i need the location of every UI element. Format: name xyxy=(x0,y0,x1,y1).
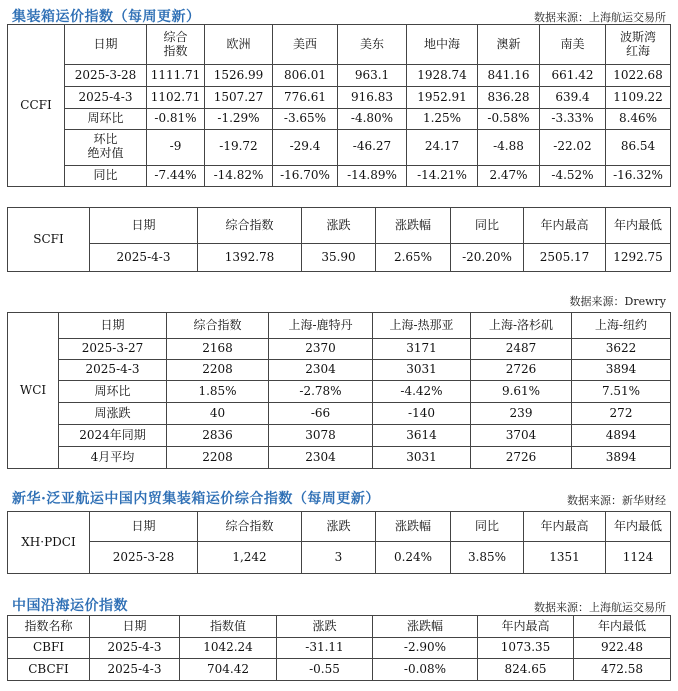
scfi-header-cell: 涨跌幅 xyxy=(376,208,451,244)
xh-header-cell: 综合指数 xyxy=(198,512,302,542)
wci-cell: -2.78% xyxy=(269,381,373,403)
coastal-header-cell: 日期 xyxy=(90,616,180,638)
wci-cell: 2208 xyxy=(167,447,269,469)
table-row xyxy=(8,65,671,87)
ccfi-cell: 1109.22 xyxy=(606,87,671,109)
ccfi-cell: 1102.71 xyxy=(147,87,205,109)
wci-cell: 2168 xyxy=(167,339,269,360)
wci-header-cell: 综合指数 xyxy=(167,313,269,339)
ccfi-cell: 周环比 xyxy=(65,109,147,129)
coastal-cell: -0.55 xyxy=(277,659,373,681)
ccfi-cell: 1952.91 xyxy=(407,87,478,109)
scfi-cell: 2505.17 xyxy=(524,244,606,272)
wci-header-cell: 日期 xyxy=(59,313,167,339)
scfi-cell: 2025-4-3 xyxy=(90,244,198,272)
ccfi-cell: -1.29% xyxy=(205,109,273,129)
ccfi-cell: -0.58% xyxy=(478,109,540,129)
table-row xyxy=(8,360,671,381)
ccfi-cell: 环比 绝对值 xyxy=(65,129,147,165)
wci-cell: 2487 xyxy=(471,339,572,360)
coastal-table xyxy=(7,615,671,681)
wci-cell: 3622 xyxy=(572,339,671,360)
scfi-header-cell: 年内最低 xyxy=(606,208,671,244)
coastal-header-cell: 指数值 xyxy=(180,616,277,638)
ccfi-cell: 24.17 xyxy=(407,129,478,165)
xh-source: 数据来源：新华财经 xyxy=(567,494,666,507)
coastal-source: 数据来源：上海航运交易所 xyxy=(534,601,666,614)
coastal-cell: CBFI xyxy=(8,638,90,659)
wci-cell: 2025-3-27 xyxy=(59,339,167,360)
coastal-header-cell: 指数名称 xyxy=(8,616,90,638)
ccfi-header-cell: 综合 指数 xyxy=(147,25,205,65)
table-row xyxy=(8,425,671,447)
ccfi-cell: -7.44% xyxy=(147,165,205,186)
wci-cell: 2370 xyxy=(269,339,373,360)
ccfi-cell: 2025-3-28 xyxy=(65,65,147,87)
ccfi-source: 数据来源：上海航运交易所 xyxy=(534,11,666,24)
scfi-cell: 1292.75 xyxy=(606,244,671,272)
scfi-table xyxy=(7,207,671,272)
table-row xyxy=(8,403,671,425)
ccfi-cell: -4.88 xyxy=(478,129,540,165)
coastal-cell: CBCFI xyxy=(8,659,90,681)
wci-label: WCI xyxy=(8,313,59,469)
wci-cell: 4月平均 xyxy=(59,447,167,469)
ccfi-cell: -9 xyxy=(147,129,205,165)
wci-cell: 2208 xyxy=(167,360,269,381)
ccfi-cell: 86.54 xyxy=(606,129,671,165)
scfi-cell: 1392.78 xyxy=(198,244,302,272)
wci-cell: 2024年同期 xyxy=(59,425,167,447)
ccfi-table xyxy=(7,24,671,187)
ccfi-cell: 1928.74 xyxy=(407,65,478,87)
table-row xyxy=(8,165,671,186)
coastal-cell: 2025-4-3 xyxy=(90,659,180,681)
wci-cell: -66 xyxy=(269,403,373,425)
coastal-cell: 1073.35 xyxy=(478,638,574,659)
coastal-cell: -0.08% xyxy=(373,659,478,681)
wci-cell: 3031 xyxy=(373,360,471,381)
table-row xyxy=(8,447,671,469)
ccfi-cell: -4.80% xyxy=(338,109,407,129)
ccfi-cell: 8.46% xyxy=(606,109,671,129)
xh-label: XH·PDCI xyxy=(8,512,90,574)
wci-cell: 周环比 xyxy=(59,381,167,403)
xh-cell: 0.24% xyxy=(376,542,451,574)
table-row xyxy=(8,638,671,659)
wci-table xyxy=(7,312,671,469)
wci-cell: 2726 xyxy=(471,360,572,381)
coastal-cell: 472.58 xyxy=(574,659,671,681)
wci-cell: 2304 xyxy=(269,447,373,469)
ccfi-cell: -4.52% xyxy=(540,165,606,186)
ccfi-header-cell: 美东 xyxy=(338,25,407,65)
xh-cell: 2025-3-28 xyxy=(90,542,198,574)
ccfi-cell: 916.83 xyxy=(338,87,407,109)
wci-cell: 3078 xyxy=(269,425,373,447)
wci-cell: 9.61% xyxy=(471,381,572,403)
coastal-cell: -31.11 xyxy=(277,638,373,659)
wci-header-cell: 上海-洛杉矶 xyxy=(471,313,572,339)
ccfi-cell: -16.32% xyxy=(606,165,671,186)
xh-title: 新华·泛亚航运中国内贸集装箱运价综合指数（每周更新） xyxy=(12,491,380,507)
xh-header-cell: 年内最高 xyxy=(524,512,606,542)
scfi-label: SCFI xyxy=(8,208,90,272)
coastal-cell: 824.65 xyxy=(478,659,574,681)
ccfi-cell: 776.61 xyxy=(273,87,338,109)
wci-cell: 4894 xyxy=(572,425,671,447)
ccfi-cell: 1022.68 xyxy=(606,65,671,87)
scfi-header-cell: 年内最高 xyxy=(524,208,606,244)
xh-header-cell: 涨跌 xyxy=(302,512,376,542)
xh-header-cell: 年内最低 xyxy=(606,512,671,542)
ccfi-cell: 963.1 xyxy=(338,65,407,87)
ccfi-cell: -19.72 xyxy=(205,129,273,165)
ccfi-cell: 661.42 xyxy=(540,65,606,87)
xh-cell: 1124 xyxy=(606,542,671,574)
ccfi-cell: 1526.99 xyxy=(205,65,273,87)
ccfi-cell: -3.33% xyxy=(540,109,606,129)
wci-header-cell: 上海-纽约 xyxy=(572,313,671,339)
wci-cell: -4.42% xyxy=(373,381,471,403)
ccfi-cell: 639.4 xyxy=(540,87,606,109)
wci-cell: 3894 xyxy=(572,447,671,469)
coastal-header-cell: 涨跌 xyxy=(277,616,373,638)
wci-cell: 2726 xyxy=(471,447,572,469)
scfi-header-cell: 日期 xyxy=(90,208,198,244)
wci-source: 数据来源：Drewry xyxy=(569,295,666,308)
scfi-cell: -20.20% xyxy=(451,244,524,272)
coastal-cell: 704.42 xyxy=(180,659,277,681)
ccfi-cell: -0.81% xyxy=(147,109,205,129)
scfi-header-cell: 涨跌 xyxy=(302,208,376,244)
coastal-title: 中国沿海运价指数 xyxy=(12,598,128,614)
ccfi-label: CCFI xyxy=(8,25,65,187)
xh-header-cell: 涨跌幅 xyxy=(376,512,451,542)
ccfi-cell: -46.27 xyxy=(338,129,407,165)
wci-cell: 周涨跌 xyxy=(59,403,167,425)
coastal-header-cell: 涨跌幅 xyxy=(373,616,478,638)
coastal-cell: 1042.24 xyxy=(180,638,277,659)
wci-header-cell: 上海-鹿特丹 xyxy=(269,313,373,339)
coastal-cell: 922.48 xyxy=(574,638,671,659)
ccfi-cell: 1111.71 xyxy=(147,65,205,87)
ccfi-cell: -14.82% xyxy=(205,165,273,186)
wci-cell: 2025-4-3 xyxy=(59,360,167,381)
wci-cell: 40 xyxy=(167,403,269,425)
ccfi-title: 集装箱运价指数（每周更新） xyxy=(12,9,201,25)
wci-header-cell: 上海-热那亚 xyxy=(373,313,471,339)
xh-cell: 1,242 xyxy=(198,542,302,574)
xh-header-cell: 日期 xyxy=(90,512,198,542)
coastal-cell: 2025-4-3 xyxy=(90,638,180,659)
table-row xyxy=(8,542,671,574)
scfi-cell: 2.65% xyxy=(376,244,451,272)
wci-cell: 3614 xyxy=(373,425,471,447)
table-row xyxy=(8,129,671,165)
table-row xyxy=(8,87,671,109)
wci-cell: -140 xyxy=(373,403,471,425)
xh-header-cell: 同比 xyxy=(451,512,524,542)
ccfi-cell: 1.25% xyxy=(407,109,478,129)
ccfi-cell: 836.28 xyxy=(478,87,540,109)
ccfi-cell: -16.70% xyxy=(273,165,338,186)
scfi-cell: 35.90 xyxy=(302,244,376,272)
wci-cell: 3894 xyxy=(572,360,671,381)
ccfi-cell: 同比 xyxy=(65,165,147,186)
table-row xyxy=(8,109,671,129)
ccfi-cell: -14.21% xyxy=(407,165,478,186)
ccfi-header-cell: 欧洲 xyxy=(205,25,273,65)
table-row xyxy=(8,339,671,360)
xh-cell: 3 xyxy=(302,542,376,574)
scfi-header-cell: 综合指数 xyxy=(198,208,302,244)
table-row xyxy=(8,659,671,681)
coastal-header-cell: 年内最高 xyxy=(478,616,574,638)
ccfi-header-cell: 澳新 xyxy=(478,25,540,65)
scfi-header-cell: 同比 xyxy=(451,208,524,244)
wci-cell: 239 xyxy=(471,403,572,425)
ccfi-cell: 841.16 xyxy=(478,65,540,87)
ccfi-header-cell: 波斯湾 红海 xyxy=(606,25,671,65)
wci-cell: 1.85% xyxy=(167,381,269,403)
ccfi-cell: 806.01 xyxy=(273,65,338,87)
wci-cell: 3704 xyxy=(471,425,572,447)
ccfi-header-cell: 日期 xyxy=(65,25,147,65)
ccfi-cell: 2.47% xyxy=(478,165,540,186)
wci-cell: 2836 xyxy=(167,425,269,447)
ccfi-cell: 2025-4-3 xyxy=(65,87,147,109)
wci-cell: 272 xyxy=(572,403,671,425)
ccfi-cell: -14.89% xyxy=(338,165,407,186)
coastal-cell: -2.90% xyxy=(373,638,478,659)
ccfi-cell: 1507.27 xyxy=(205,87,273,109)
ccfi-cell: -3.65% xyxy=(273,109,338,129)
wci-cell: 2304 xyxy=(269,360,373,381)
ccfi-cell: -22.02 xyxy=(540,129,606,165)
wci-cell: 3171 xyxy=(373,339,471,360)
wci-cell: 7.51% xyxy=(572,381,671,403)
xh-cell: 3.85% xyxy=(451,542,524,574)
wci-cell: 3031 xyxy=(373,447,471,469)
ccfi-header-cell: 地中海 xyxy=(407,25,478,65)
ccfi-cell: -29.4 xyxy=(273,129,338,165)
ccfi-header-cell: 南美 xyxy=(540,25,606,65)
xh-table xyxy=(7,511,671,574)
coastal-header-cell: 年内最低 xyxy=(574,616,671,638)
xh-cell: 1351 xyxy=(524,542,606,574)
table-row xyxy=(8,381,671,403)
table-row xyxy=(8,244,671,272)
ccfi-header-cell: 美西 xyxy=(273,25,338,65)
